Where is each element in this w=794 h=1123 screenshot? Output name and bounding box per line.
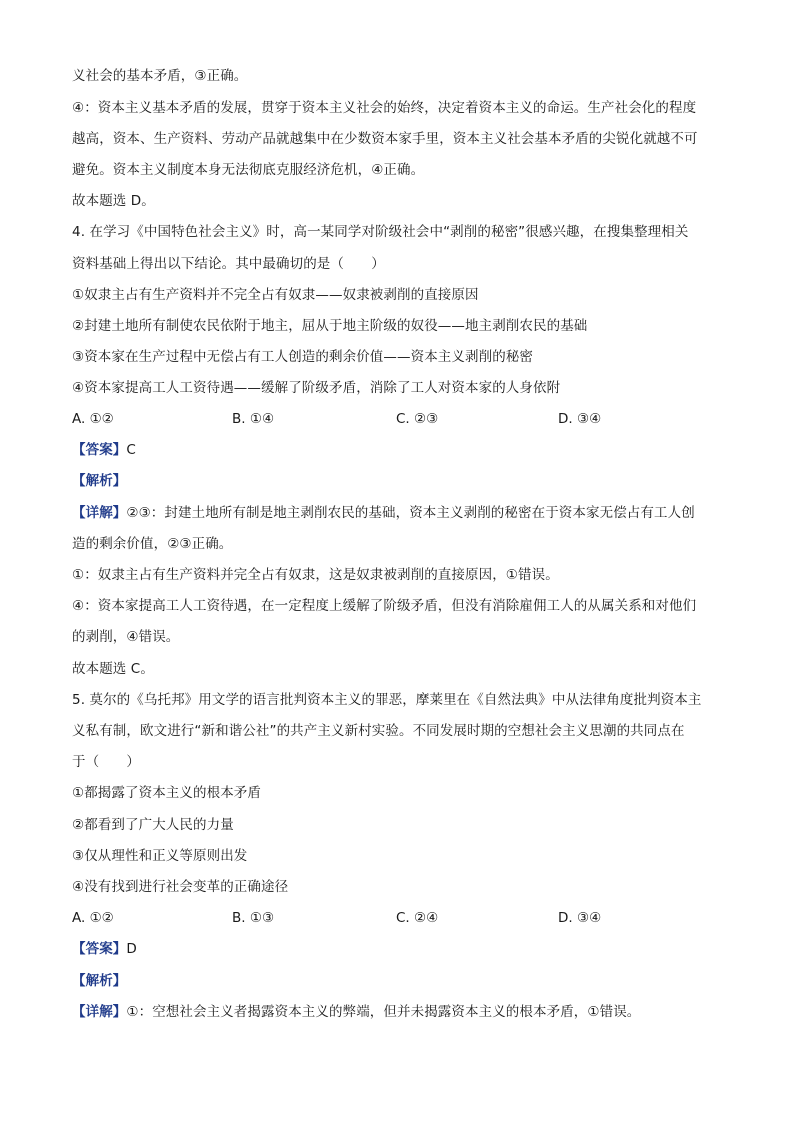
q4-options bbox=[72, 409, 722, 429]
detail-text: ①：空想社会主义者揭露资本主义的弊端，但并未揭露资本主义的根本矛盾，①错误。 bbox=[126, 1004, 641, 1020]
q4-detail-line: ④：资本家提高工人工资待遇，在一定程度上缓解了阶级矛盾，但没有消除雇佣工人的从属关系和对他们 bbox=[72, 598, 697, 614]
conclusion-line: 故本题选 D。 bbox=[72, 193, 155, 209]
q5-analysis-heading bbox=[72, 971, 126, 991]
q5-statement-2: ②都看到了广大人民的力量 bbox=[72, 817, 234, 833]
paragraph-line: 越高，资本、生产资料、劳动产品就越集中在少数资本家手里，资本主义社会基本矛盾的尖锐化就越不可 bbox=[72, 131, 698, 147]
q5-option-b: B. ①③ bbox=[232, 910, 275, 926]
q5-options bbox=[72, 908, 722, 928]
q5-detail-line bbox=[72, 1002, 640, 1022]
analysis-tag: 【解析】 bbox=[72, 973, 127, 989]
answer-value: D bbox=[126, 941, 137, 957]
q5-statement-3: ③仅从理性和正义等原则出发 bbox=[72, 848, 248, 864]
q4-detail-line: 的剥削，④错误。 bbox=[72, 629, 180, 645]
paragraph-line: ④：资本主义基本矛盾的发展，贯穿于资本主义社会的始终，决定着资本主义的命运。生产社会化的程度 bbox=[72, 100, 697, 116]
analysis-tag: 【解析】 bbox=[72, 473, 127, 489]
q5-option-c: C. ②④ bbox=[396, 910, 439, 926]
paragraph-line: 避免。资本主义制度本身无法彻底克服经济危机，④正确。 bbox=[72, 162, 425, 178]
q4-detail-line bbox=[72, 503, 695, 523]
q4-statement-4: ④资本家提高工人工资待遇——缓解了阶级矛盾，消除了工人对资本家的人身依附 bbox=[72, 380, 561, 396]
q5-option-a: A. ①② bbox=[72, 910, 114, 926]
detail-tag: 【详解】 bbox=[72, 1004, 127, 1020]
answer-tag: 【答案】 bbox=[72, 442, 127, 458]
q5-stem-line: 义私有制，欧文进行“新和谐公社”的共产主义新村实验。不同发展时期的空想社会主义思潮的共同点在 bbox=[72, 723, 685, 739]
q4-detail-line: 造的剩余价值，②③正确。 bbox=[72, 536, 233, 552]
q5-statement-4: ④没有找到进行社会变革的正确途径 bbox=[72, 879, 289, 895]
q5-stem-line: 于（ ） bbox=[72, 754, 140, 770]
q5-stem-line: 5. 莫尔的《乌托邦》用文学的语言批判资本主义的罪恶，摩莱里在《自然法典》中从法律角度批判资本主 bbox=[72, 692, 702, 708]
q4-analysis-heading bbox=[72, 471, 126, 491]
q5-answer-line bbox=[72, 939, 137, 959]
q4-option-c: C. ②③ bbox=[396, 411, 439, 427]
detail-tag: 【详解】 bbox=[72, 505, 127, 521]
q4-answer-line bbox=[72, 440, 136, 460]
q4-option-b: B. ①④ bbox=[232, 411, 275, 427]
q4-stem-line: 4. 在学习《中国特色社会主义》时，高一某同学对阶级社会中“剥削的秘密”很感兴趣，在搜集整理相关 bbox=[72, 224, 689, 240]
q4-option-a: A. ①② bbox=[72, 411, 114, 427]
q4-statement-2: ②封建土地所有制使农民依附于地主，屈从于地主阶级的奴役——地主剥削农民的基础 bbox=[72, 318, 588, 334]
paragraph-line: 义社会的基本矛盾，③正确。 bbox=[72, 68, 248, 84]
detail-text: ②③：封建土地所有制是地主剥削农民的基础，资本主义剥削的秘密在于资本家无偿占有工人创 bbox=[126, 505, 695, 521]
q5-option-d: D. ③④ bbox=[558, 910, 602, 926]
q4-conclusion: 故本题选 C。 bbox=[72, 661, 154, 677]
q4-stem-line: 资料基础上得出以下结论。其中最确切的是（ ） bbox=[72, 256, 385, 272]
q4-option-d: D. ③④ bbox=[558, 411, 602, 427]
q4-statement-1: ①奴隶主占有生产资料并不完全占有奴隶——奴隶被剥削的直接原因 bbox=[72, 287, 479, 303]
q5-statement-1: ①都揭露了资本主义的根本矛盾 bbox=[72, 785, 262, 801]
answer-value: C bbox=[126, 442, 136, 458]
q4-detail-line: ①：奴隶主占有生产资料并完全占有奴隶，这是奴隶被剥削的直接原因，①错误。 bbox=[72, 567, 559, 583]
answer-tag: 【答案】 bbox=[72, 941, 127, 957]
q4-statement-3: ③资本家在生产过程中无偿占有工人创造的剩余价值——资本主义剥削的秘密 bbox=[72, 349, 534, 365]
